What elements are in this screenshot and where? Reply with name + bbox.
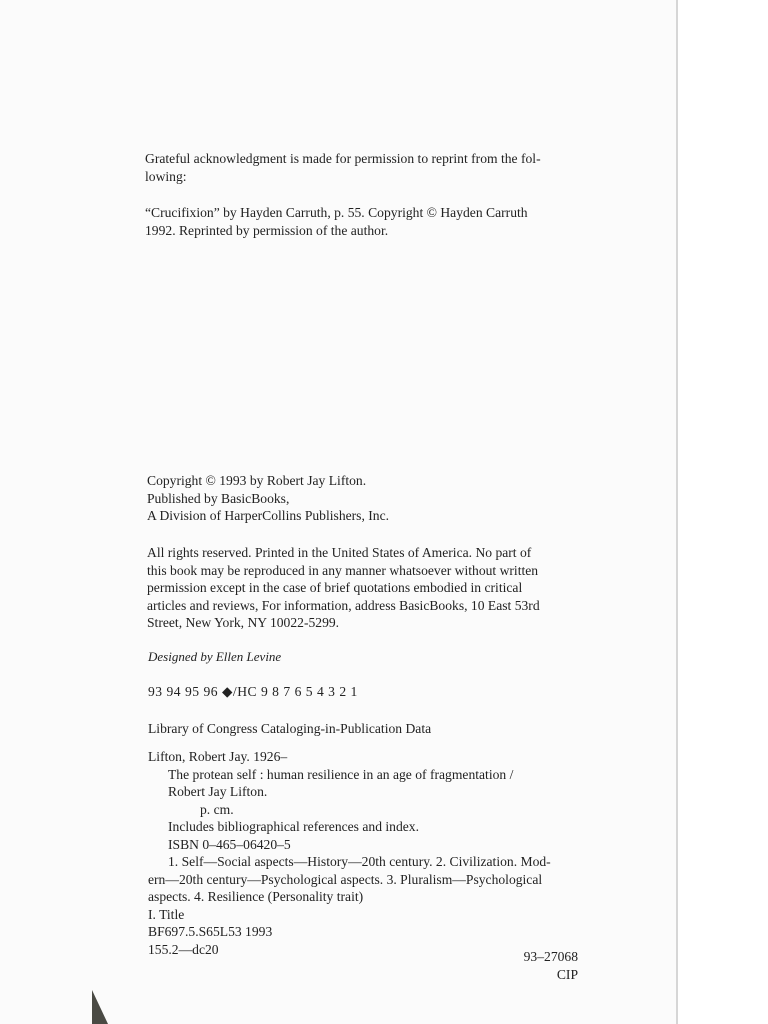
designer-credit: Designed by Ellen Levine — [148, 649, 282, 664]
rights-statement — [147, 544, 599, 632]
page-corner-shadow — [92, 990, 108, 1024]
cip-subjects-line: ern—20th century—Psychological aspects. 3. Pluralism—Psychological — [148, 871, 543, 887]
copyright-line: A Division of HarperCollins Publishers, Inc. — [147, 508, 390, 523]
cip-record-number-block — [500, 948, 578, 983]
cip-title-line: The protean self : human resilience in an age of fragmentation / — [168, 766, 514, 782]
acknowledgment-credit-line: 1992. Reprinted by permission of the author. — [145, 222, 389, 238]
cip-heading: Library of Congress Cataloging-in-Publication Data — [148, 721, 432, 736]
cip-includes: Includes bibliographical references and index. — [168, 819, 419, 834]
cip-subjects-line: 1. Self—Social aspects—History—20th century. 2. Civilization. Mod- — [168, 854, 551, 869]
acknowledgment-intro-line: lowing: — [145, 168, 187, 184]
acknowledgment-credit-line: “Crucifixion” by Hayden Carruth, p. 55. Copyright © Hayden Carruth — [145, 205, 528, 220]
rights-line: articles and reviews, For information, address BasicBooks, 10 East 53rd — [147, 597, 540, 613]
cip-lc-call-number: BF697.5.S65L53 1993 — [148, 924, 273, 939]
rights-line: this book may be reproduced in any manner whatsoever without written — [147, 562, 539, 578]
copyright-line: Published by BasicBooks, — [147, 490, 290, 506]
copyright-notice — [147, 472, 602, 525]
cip-subjects-line: aspects. 4. Resilience (Personality trait) — [148, 889, 364, 904]
print-code: 93 94 95 96 ◆/HC 9 8 7 6 5 4 3 2 1 — [148, 684, 358, 699]
rights-line: Street, New York, NY 10022-5299. — [147, 615, 340, 630]
outer-margin — [678, 0, 768, 1024]
cip-author: Lifton, Robert Jay. 1926– — [148, 749, 288, 764]
cip-dewey-number: 155.2—dc20 — [148, 941, 219, 957]
copyright-line: Copyright © 1993 by Robert Jay Lifton. — [147, 473, 367, 488]
cip-record-number: 93–27068 — [523, 949, 578, 964]
acknowledgment-intro — [145, 150, 600, 185]
rights-line: permission except in the case of brief quotations embodied in critical — [147, 580, 523, 595]
cip-record — [148, 748, 588, 958]
cip-label: CIP — [556, 966, 578, 982]
acknowledgment-intro-line: Grateful acknowledgment is made for permission to reprint from the fol- — [145, 151, 541, 166]
cip-title-line: Robert Jay Lifton. — [168, 784, 268, 799]
cip-pages: p. cm. — [200, 801, 234, 817]
rights-line: All rights reserved. Printed in the United States of America. No part of — [147, 545, 532, 560]
cip-title-entry: I. Title — [148, 906, 185, 922]
acknowledgment-credit — [145, 204, 600, 239]
cip-isbn: ISBN 0–465–06420–5 — [168, 836, 291, 852]
